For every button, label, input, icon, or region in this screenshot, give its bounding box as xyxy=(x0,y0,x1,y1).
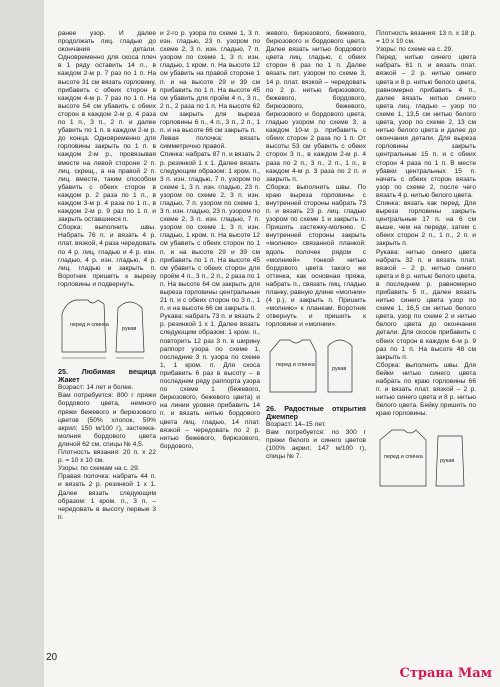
diagram-label-sleeve: рукав xyxy=(122,326,137,332)
watermark-logo: Страна Мам xyxy=(399,666,492,681)
diagram-label-front: перед и спинка xyxy=(70,322,109,328)
paragraph-assembly: Сборка: выполнить швы. Набрать 76 п. и вязать 4 р. плат. вязкой, 4 раза чередовать по 4 р. лиц. гладью и 4 р. изн. гладью, 4 р. изн. гладью, 4 р. лиц. гладью и закрыть п. Воротник пришить к вырезу горловины и подвернуть. xyxy=(58,224,156,288)
assembly: Сборка: выполнить швы. Для бейки нитью синего цвета набрать по краю горловины 66 п. и вязать плат. вязкой – 2 р. нитью синего цвета и 8 р. нитью белого цвета. Бейку пришить по краю горловины. xyxy=(376,361,476,418)
paragraph: ранее узор. И далее продолжать лиц. гладью до окончания детали. Одновременно для скоса плеч в 1 ряду оставить 14 п., в каждом 2-м р. 7 раз по 1 п. На высоте 31 см вязать горловину, прибавить с обеих сторон в каждом 4-м р. 7 раз по 1 п. На высоте 54 см убавить с обеих сторон в каждом 2-м р. 4 раза по 1 п., 3 п., 2 п. и далее убавить по 1 п. в каждом 2-м р. до конца. Одновременно для горловины закрыть по 1 п. в каждом 2-м р., провязывая вместе на левой стороне 2 п. лиц. скрещ., а на правой 2 п. лиц. вместе, таким способом убавить с обеих сторон в каждом р. 2 раза по 1 п., в каждом 3-м р. 4 раза по 1 п., в каждом 2-м р. 9 раз по 1 п. и закрыть оставшиеся п. xyxy=(58,30,156,224)
age-line: Возраст: 14 лет и более. xyxy=(58,384,134,392)
gauge: Плотность вязания: 20 п. x 22 р. = 10 x 10 см. xyxy=(58,449,156,465)
paragraph: и 2-го р. узора по схеме 1, 3 п. изн. гладью, 23 п. узором по схеме 2, 3 п. изн. гладью, 7 п. узором по схеме 1, 3 п. изн. гладью, 1 кром. п. На высоте 12 см убавить на правой стороне 1 п. и на высоте 29 и 39 см прибавить по 1 п. На высоте 45 см убавить для пройм 4 п., 3 п., 2 п., 2 раза по 1 п. На высоте 62 см закрыть для выреза горловины 6 п., 4 п., 3 п., 2 п., 1 п. и на высоте 66 см закрыть п. xyxy=(160,30,260,135)
page-margin-strip xyxy=(0,0,44,687)
section-title-25: 25. Любимая вещица Жакет xyxy=(58,367,156,385)
gauge: Плотность вязания: 13 п. x 18 р. = 10 x 10 см. xyxy=(376,30,476,46)
section-title-26: 26. Радостные открытия Джемпер xyxy=(266,403,366,421)
pattern-diagram-26 xyxy=(376,422,476,496)
text-column-4 xyxy=(376,30,476,502)
text-column-1 xyxy=(58,30,156,522)
sleeves: Рукава: набрать 73 п. и вязать 2 р. резинкой 1 x 1. Далее вязать следующим образом: 1 кром. п., повторить 12 раз 3 п. в ширину раппорт узора по схеме 1, последние 3 п. узора по схеме 1, 1 кром. п. Для скоса прибавить 6 раз в высоту – в последнем ряду раппорта узора по схеме 1 (бежевого, бирюзового, бежевого цвета) и на линии уровня прибавить 14 п. и вязать нитью бордового цвета лиц. гладью, 14 плат. вязкой – чередовать по 2 р. нитью бежевого, бирюзового, бордового, xyxy=(160,313,260,450)
materials: Вам потребуется: 800 г пряжи бордового цвета, немного пряжи бежевого и бирюзового цветов (50% хлопок, 50% акрил; 150 м/100 г), застежка-молния бордового цвета длиной 62 см, спицы № 4,5. xyxy=(58,392,156,448)
back-piece: Спинка: набрать 87 п. и вязать 2 р. резинкой 1 x 1. Далее вязать следующим образом: 1 кром. п., 3 п. изн. гладью, 7 п. узором по схеме 1, 3 п. изн. гладью, 23 п. узором по схеме 2, 3 п. изн. гладью, 7 п. узором по схеме 1, 3 п. изн. гладью, 23 п. узором по схеме 2, 3 п. изн. гладью, 7 п. узором по схеме 1, 3 п. изн. гладью, 1 кром. п. На высоте 12 см убавить с обеих сторон по 1 п. и на высоте 29 и 39 см прибавить по 1 п. На высоте 45 см убавить с обеих сторон для пройм 4 п., 3 п., 2 п., 2 раза по 1 п. На высоте 64 см закрыть для выреза горловины центральные 21 п. и с обеих сторон по 3 п., 1 п. и на высоте 66 см закрыть п. xyxy=(160,151,260,313)
diagram-label-sleeve: рукав xyxy=(332,366,347,373)
diagram-label-sleeve: рукав xyxy=(440,457,455,464)
patterns-ref: Узоры: по схемам на с. 29. xyxy=(58,465,140,473)
left-front: Левая полочка: вязать симметрично правой. xyxy=(160,135,260,151)
pattern-diagram-25 xyxy=(266,332,366,398)
text-column-3 xyxy=(266,30,366,461)
sleeves: Рукава: нитью синего цвета набрать 32 п. и вязать плат. вязкой – 2 р. нитью синего цвета и 8 р. нитью белого цвета, в последнем р. равномерно прибавить 5 п., далее вязать нитью синего цвета узор по схеме 1, 16,5 см нитью белого цвета, узор по схеме 2 и нитью белого цвета до окончания детали. Для скосов прибавить с обеих сторон в каждом 6-м р. 9 раз по 1 п. На высоте 48 см закрыть п. xyxy=(376,248,476,361)
pattern-diagram-24 xyxy=(58,292,156,362)
materials: Вам потребуется: по 300 г пряжи белого и синего цветов (100% акрил; 147 м/100 г), спицы № 7. xyxy=(266,428,366,461)
diagram-label-front: перед и спинка xyxy=(384,453,423,460)
paragraph: жевого, бирюзового, бежевого, бирюзового и бордового цвета. Далее вязать нитью бордового цвета лиц. гладью, с обеих сторон 6 раз по 1 п. Далее вязать пит. узором по схеме 3, 14 р. плат. вязкой – чередовать по 2 р. нитью бирюзового, бежевого, бордового, бирюзового, бежевого, бирюзового и бордового цвета, гладью узором по схеме 3, а каждом 10-м р. прибавить с обеих сторон 2 раза по 1 п. От высоты 53 см убавить с обеих сторон 3 п., в каждом 2-м р. 4 раза по 2 п., 3 п., 2 п., 1 п., в каждом 4-м р. 3 раза по 2 п. и закрыть п. xyxy=(266,30,366,183)
assembly: Сборка: выполнить швы. По краю выреза горловины с внутренней стороны набрать 73 п. и вязать 23 р. лиц. гладью узором по схеме 1 и закрыть п. Пришить застежку-молнию. С внутренней стороны закрыть «молнию» связанной планкой: вдоль полочек рядом с «молнией» тонкой нитью бордового цвета такого же оттенка, как основная пряжа, набрать п., связать лиц. гладью планку, равную длине «молнии» (4 р.), и закрыть п. Пришить «молнию» к планкам. Воротник отвернуть и пришить к горловине и «молнии». xyxy=(266,183,366,329)
age-line: Возраст: 14–15 лет. xyxy=(266,420,326,428)
front-piece: Перед: нитью синего цвета набрать 61 п. и вязать плат. вязкой – 2 р. нитью синего цвета и 8 р. нитью белого цвета, равномерно прибавить 4 п., далее вязать нитью синего цвета лиц. гладью – узор по схеме 1, 13,5 см нитью белого цвета, узор по схеме 2, 13 см нитью белого цвета и далее до окончания детали. Для выреза горловины закрыть центральные 15 п. и с обеих сторон 4 раза по 1 п. В месте убавки центральных 15 п. начать с обеих сторон вязать узор по схеме 2, после чего вязать 4 р. нитью белого цвета. xyxy=(376,54,476,199)
page-number: 20 xyxy=(46,652,58,663)
right-front: Правая полочка: набрать 44 п. и вязать 2 р. резинкой 1 x 1. Далее вязать следующим образом: 1 кром. п., 3 п. – чередовать в высоту первые 3 п. xyxy=(58,473,156,521)
patterns-ref: Узоры: по схеме на с. 29. xyxy=(376,46,454,54)
text-column-2 xyxy=(160,30,260,451)
back-piece: Спинка: вязать как перед. Для выреза горловины закрыть центральные 17 п. на 6 см выше, чем на переде, затем с обеих сторон 2 п., 1 п., 2 п. и закрыть п. xyxy=(376,199,476,248)
diagram-label-front: перед и спинка xyxy=(276,362,315,369)
